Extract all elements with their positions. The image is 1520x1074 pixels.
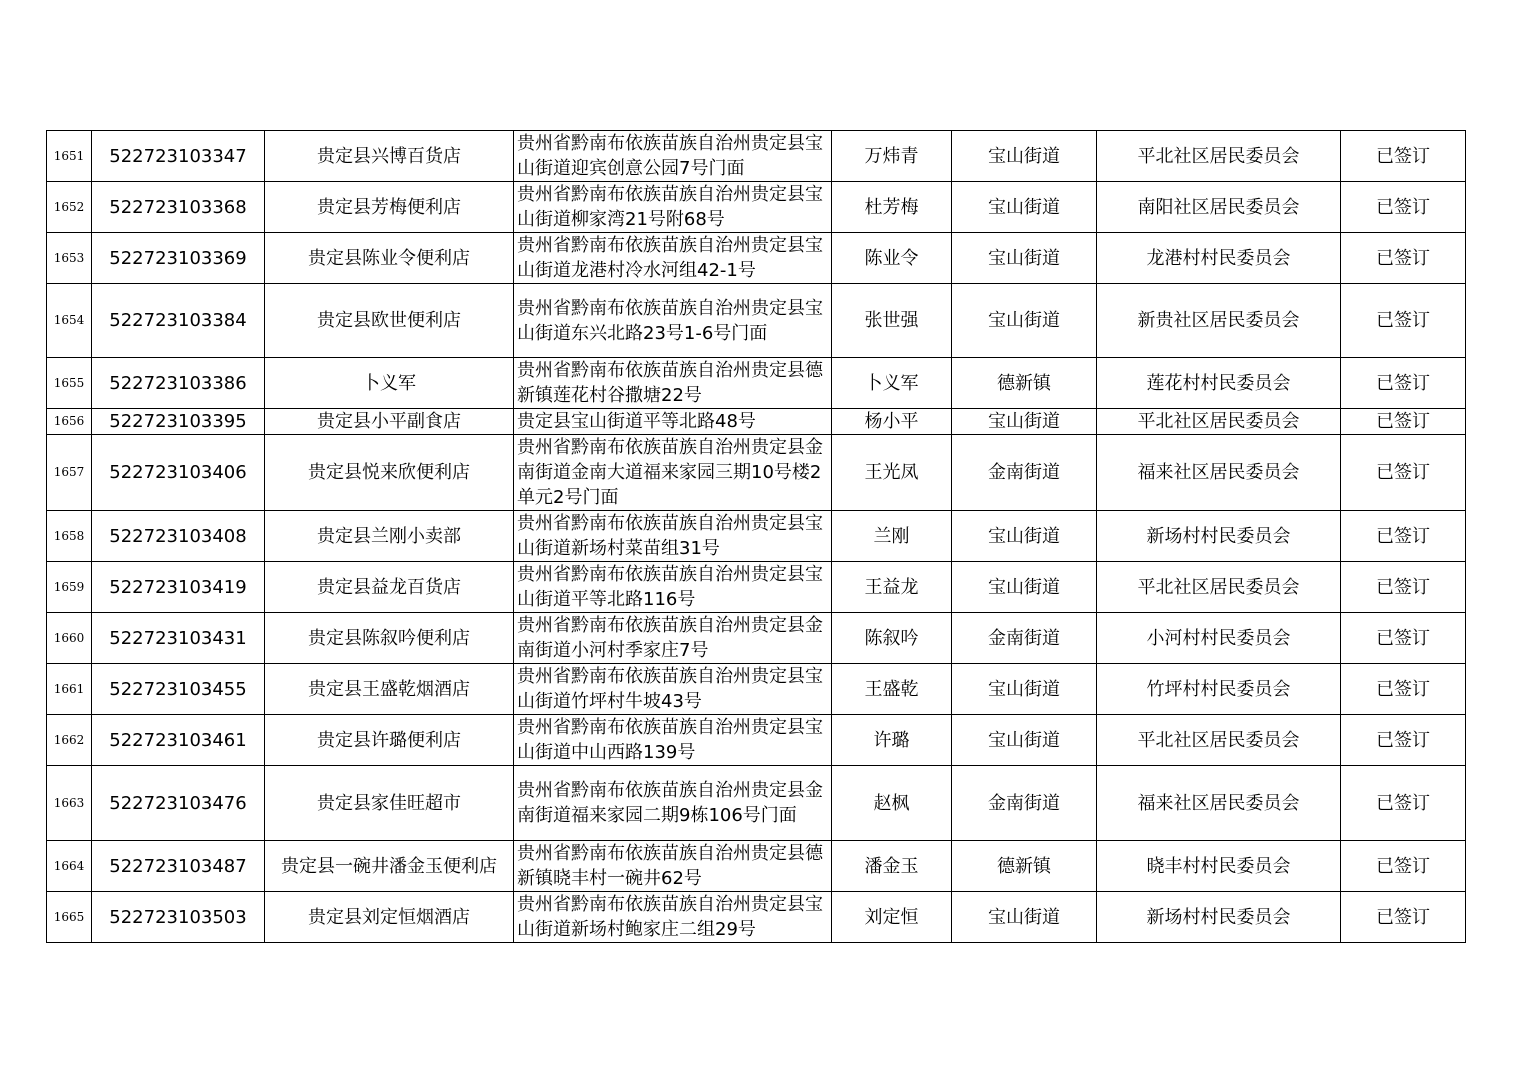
- cell-store-name: 贵定县一碗井潘金玉便利店: [265, 841, 514, 892]
- cell-committee: 莲花村村民委员会: [1097, 358, 1341, 409]
- cell-township: 宝山街道: [952, 664, 1097, 715]
- cell-store-name: 贵定县刘定恒烟酒店: [265, 892, 514, 943]
- cell-license-number: 522723103455: [92, 664, 265, 715]
- cell-owner: 张世强: [832, 284, 952, 358]
- cell-township: 宝山街道: [952, 562, 1097, 613]
- cell-seq: 1663: [47, 766, 92, 841]
- cell-committee: 龙港村村民委员会: [1097, 233, 1341, 284]
- table-row: [47, 613, 1466, 664]
- cell-license-number: 522723103419: [92, 562, 265, 613]
- cell-committee: 平北社区居民委员会: [1097, 562, 1341, 613]
- cell-address: 贵州省黔南布依族苗族自治州贵定县宝山街道中山西路139号: [514, 715, 832, 766]
- cell-address: 贵州省黔南布依族苗族自治州贵定县宝山街道东兴北路23号1-6号门面: [514, 284, 832, 358]
- cell-township: 德新镇: [952, 841, 1097, 892]
- cell-owner: 赵枫: [832, 766, 952, 841]
- cell-address: 贵州省黔南布依族苗族自治州贵定县宝山街道竹坪村牛坡43号: [514, 664, 832, 715]
- cell-status: 已签订: [1341, 664, 1466, 715]
- cell-store-name: 贵定县陈叙吟便利店: [265, 613, 514, 664]
- cell-township: 金南街道: [952, 766, 1097, 841]
- cell-seq: 1662: [47, 715, 92, 766]
- cell-address: 贵州省黔南布依族苗族自治州贵定县德新镇晓丰村一碗井62号: [514, 841, 832, 892]
- cell-committee: 平北社区居民委员会: [1097, 715, 1341, 766]
- cell-seq: 1655: [47, 358, 92, 409]
- cell-owner: 卜义军: [832, 358, 952, 409]
- cell-address: 贵州省黔南布依族苗族自治州贵定县宝山街道平等北路116号: [514, 562, 832, 613]
- cell-store-name: 贵定县小平副食店: [265, 409, 514, 435]
- cell-owner: 兰刚: [832, 511, 952, 562]
- cell-seq: 1659: [47, 562, 92, 613]
- cell-status: 已签订: [1341, 358, 1466, 409]
- cell-township: 宝山街道: [952, 409, 1097, 435]
- cell-seq: 1652: [47, 182, 92, 233]
- cell-township: 德新镇: [952, 358, 1097, 409]
- cell-owner: 王益龙: [832, 562, 952, 613]
- cell-committee: 福来社区居民委员会: [1097, 766, 1341, 841]
- cell-seq: 1653: [47, 233, 92, 284]
- cell-owner: 刘定恒: [832, 892, 952, 943]
- cell-store-name: 贵定县陈业令便利店: [265, 233, 514, 284]
- cell-status: 已签订: [1341, 435, 1466, 511]
- cell-status: 已签订: [1341, 715, 1466, 766]
- cell-owner: 杜芳梅: [832, 182, 952, 233]
- cell-status: 已签订: [1341, 562, 1466, 613]
- cell-status: 已签订: [1341, 841, 1466, 892]
- cell-seq: 1657: [47, 435, 92, 511]
- cell-address: 贵定县宝山街道平等北路48号: [514, 409, 832, 435]
- cell-owner: 王光凤: [832, 435, 952, 511]
- cell-address: 贵州省黔南布依族苗族自治州贵定县金南街道小河村季家庄7号: [514, 613, 832, 664]
- cell-committee: 平北社区居民委员会: [1097, 131, 1341, 182]
- cell-status: 已签订: [1341, 409, 1466, 435]
- cell-seq: 1658: [47, 511, 92, 562]
- table-row: [47, 892, 1466, 943]
- cell-committee: 新场村村民委员会: [1097, 892, 1341, 943]
- cell-license-number: 522723103347: [92, 131, 265, 182]
- cell-owner: 陈叙吟: [832, 613, 952, 664]
- cell-address: 贵州省黔南布依族苗族自治州贵定县宝山街道新场村菜苗组31号: [514, 511, 832, 562]
- table-row: [47, 435, 1466, 511]
- cell-seq: 1654: [47, 284, 92, 358]
- cell-owner: 万炜青: [832, 131, 952, 182]
- cell-license-number: 522723103384: [92, 284, 265, 358]
- cell-township: 宝山街道: [952, 511, 1097, 562]
- cell-license-number: 522723103369: [92, 233, 265, 284]
- cell-address: 贵州省黔南布依族苗族自治州贵定县宝山街道迎宾创意公园7号门面: [514, 131, 832, 182]
- cell-owner: 王盛乾: [832, 664, 952, 715]
- cell-license-number: 522723103487: [92, 841, 265, 892]
- cell-store-name: 贵定县家佳旺超市: [265, 766, 514, 841]
- cell-address: 贵州省黔南布依族苗族自治州贵定县宝山街道龙港村冷水河组42-1号: [514, 233, 832, 284]
- cell-township: 金南街道: [952, 613, 1097, 664]
- cell-license-number: 522723103386: [92, 358, 265, 409]
- cell-seq: 1660: [47, 613, 92, 664]
- cell-seq: 1664: [47, 841, 92, 892]
- table-row: [47, 562, 1466, 613]
- cell-address: 贵州省黔南布依族苗族自治州贵定县德新镇莲花村谷撒塘22号: [514, 358, 832, 409]
- cell-address: 贵州省黔南布依族苗族自治州贵定县宝山街道柳家湾21号附68号: [514, 182, 832, 233]
- cell-committee: 小河村村民委员会: [1097, 613, 1341, 664]
- cell-seq: 1661: [47, 664, 92, 715]
- table-row: [47, 841, 1466, 892]
- table-row: [47, 182, 1466, 233]
- cell-license-number: 522723103476: [92, 766, 265, 841]
- cell-seq: 1651: [47, 131, 92, 182]
- cell-township: 宝山街道: [952, 892, 1097, 943]
- cell-license-number: 522723103368: [92, 182, 265, 233]
- cell-status: 已签订: [1341, 284, 1466, 358]
- cell-township: 宝山街道: [952, 715, 1097, 766]
- cell-license-number: 522723103395: [92, 409, 265, 435]
- cell-address: 贵州省黔南布依族苗族自治州贵定县金南街道福来家园二期9栋106号门面: [514, 766, 832, 841]
- cell-store-name: 贵定县王盛乾烟酒店: [265, 664, 514, 715]
- cell-address: 贵州省黔南布依族苗族自治州贵定县金南街道金南大道福来家园三期10号楼2单元2号门面: [514, 435, 832, 511]
- cell-seq: 1656: [47, 409, 92, 435]
- cell-store-name: 贵定县益龙百货店: [265, 562, 514, 613]
- cell-store-name: 贵定县兰刚小卖部: [265, 511, 514, 562]
- cell-store-name: 卜义军: [265, 358, 514, 409]
- cell-license-number: 522723103431: [92, 613, 265, 664]
- cell-status: 已签订: [1341, 233, 1466, 284]
- cell-status: 已签订: [1341, 613, 1466, 664]
- table-row: [47, 409, 1466, 435]
- table-row: [47, 664, 1466, 715]
- cell-store-name: 贵定县欧世便利店: [265, 284, 514, 358]
- cell-license-number: 522723103461: [92, 715, 265, 766]
- table-row: [47, 715, 1466, 766]
- cell-committee: 南阳社区居民委员会: [1097, 182, 1341, 233]
- cell-address: 贵州省黔南布依族苗族自治州贵定县宝山街道新场村鲍家庄二组29号: [514, 892, 832, 943]
- cell-license-number: 522723103503: [92, 892, 265, 943]
- table-row: [47, 766, 1466, 841]
- cell-committee: 竹坪村村民委员会: [1097, 664, 1341, 715]
- cell-store-name: 贵定县悦来欣便利店: [265, 435, 514, 511]
- cell-seq: 1665: [47, 892, 92, 943]
- cell-committee: 新场村村民委员会: [1097, 511, 1341, 562]
- cell-township: 宝山街道: [952, 284, 1097, 358]
- table-row: [47, 131, 1466, 182]
- cell-owner: 杨小平: [832, 409, 952, 435]
- table-row: [47, 511, 1466, 562]
- cell-owner: 潘金玉: [832, 841, 952, 892]
- cell-store-name: 贵定县兴博百货店: [265, 131, 514, 182]
- table-row: [47, 358, 1466, 409]
- cell-license-number: 522723103406: [92, 435, 265, 511]
- register-body: [47, 131, 1466, 943]
- cell-status: 已签订: [1341, 511, 1466, 562]
- cell-committee: 平北社区居民委员会: [1097, 409, 1341, 435]
- table-row: [47, 284, 1466, 358]
- table-row: [47, 233, 1466, 284]
- cell-store-name: 贵定县芳梅便利店: [265, 182, 514, 233]
- cell-committee: 晓丰村村民委员会: [1097, 841, 1341, 892]
- retailer-register-table: [46, 130, 1466, 943]
- cell-store-name: 贵定县许璐便利店: [265, 715, 514, 766]
- cell-township: 宝山街道: [952, 233, 1097, 284]
- cell-committee: 新贵社区居民委员会: [1097, 284, 1341, 358]
- cell-township: 宝山街道: [952, 182, 1097, 233]
- cell-township: 金南街道: [952, 435, 1097, 511]
- cell-status: 已签订: [1341, 182, 1466, 233]
- cell-status: 已签订: [1341, 892, 1466, 943]
- cell-committee: 福来社区居民委员会: [1097, 435, 1341, 511]
- cell-status: 已签订: [1341, 131, 1466, 182]
- cell-township: 宝山街道: [952, 131, 1097, 182]
- cell-status: 已签订: [1341, 766, 1466, 841]
- cell-license-number: 522723103408: [92, 511, 265, 562]
- cell-owner: 陈业令: [832, 233, 952, 284]
- cell-owner: 许璐: [832, 715, 952, 766]
